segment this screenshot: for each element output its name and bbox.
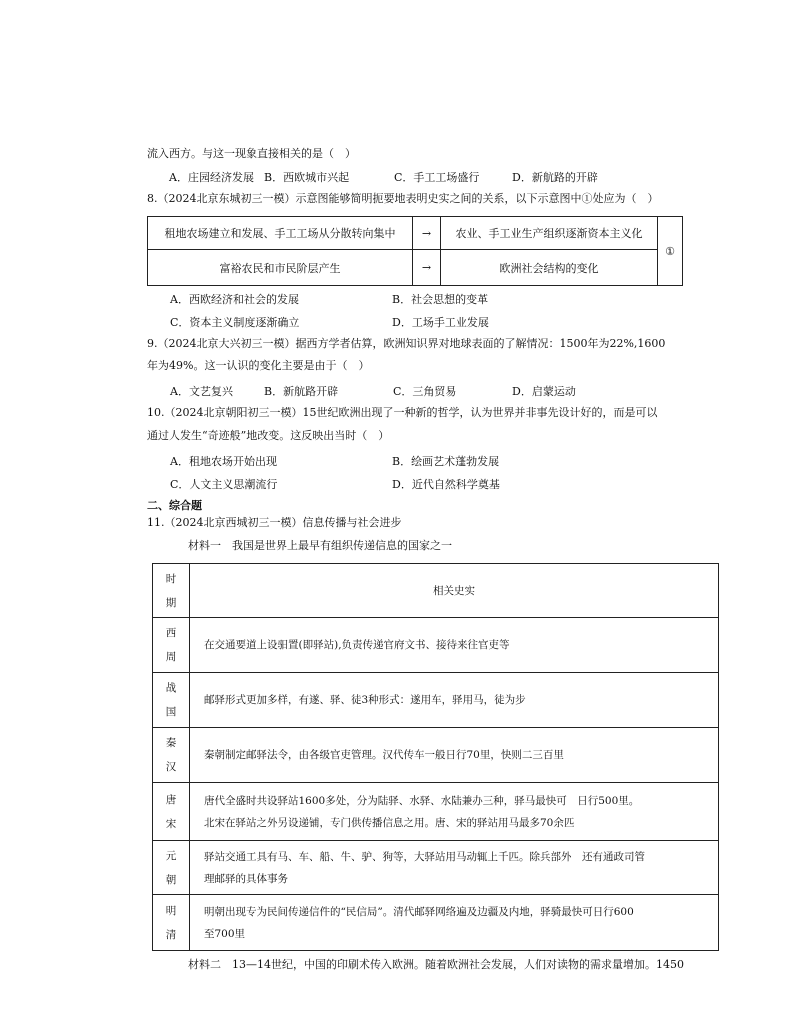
- section-title: 二、综合题: [147, 499, 202, 512]
- table-header-row: [153, 564, 719, 618]
- q9-option-a: A．文艺复兴: [170, 385, 233, 398]
- fact-line: 明朝出现专为民间传递信件的“民信局”。清代邮驿网络遍及边疆及内地，驿骑最快可日行600: [204, 905, 634, 918]
- table-row: [153, 895, 719, 951]
- era-char: 周: [165, 651, 177, 663]
- q7-stem-tail: 流入西方。与这一现象直接相关的是（ ）: [147, 147, 356, 160]
- q10-option-d: D．近代自然科学奠基: [392, 478, 500, 491]
- fact-cell: [190, 728, 719, 783]
- material2-text: 材料二 13—14世纪，中国的印刷术传入欧洲。随着欧洲社会发展，人们对读物的需求量增加。1450: [188, 958, 684, 971]
- table-row: [153, 841, 719, 895]
- header-era-char-2: 期: [165, 596, 177, 609]
- table-row: [153, 618, 719, 673]
- material1-caption: 材料一 我国是世界上最早有组织传递信息的国家之一: [188, 539, 452, 552]
- q7-option-b: B．西欧城市兴起: [264, 171, 350, 184]
- fact-line: 邮驿形式更加多样，有遂、驿、徒3种形式：遂用车，驿用马，徒为步: [204, 694, 526, 706]
- header-era-char-1: 时: [165, 572, 177, 585]
- era-cell: [153, 841, 190, 895]
- era-cell: [153, 673, 190, 728]
- q10-option-c: C．人文主义思潮流行: [170, 478, 278, 491]
- fact-cell: [190, 841, 719, 895]
- q8-box-row2-left: 富裕农民和市民阶层产生: [147, 249, 413, 286]
- q9-option-c: C．三角贸易: [393, 385, 457, 398]
- fact-line: 秦朝制定邮驿法令，由各级官吏管理。汉代传车一般日行70里，快则二三百里: [204, 749, 564, 761]
- era-char: 元: [165, 849, 177, 862]
- era-cell: [153, 895, 190, 951]
- fact-line: 唐代全盛时共设驿站1600多处，分为陆驿、水驿、水陆兼办三种，驿马最快可 日行500里。: [204, 794, 640, 807]
- era-char: 汉: [165, 761, 177, 773]
- q7-option-c: C．手工工场盛行: [394, 171, 480, 184]
- q8-arrow-row2: →: [412, 249, 441, 286]
- q9-stem-line2: 年为49%。这一认识的变化主要是由于（ ）: [147, 359, 370, 372]
- q8-box-row2-right: 欧洲社会结构的变化: [440, 249, 658, 286]
- fact-cell: [190, 618, 719, 673]
- era-char: 西: [165, 627, 177, 639]
- q9-option-b: B．新航路开辟: [264, 385, 339, 398]
- q8-option-a: A．西欧经济和社会的发展: [170, 293, 299, 306]
- q8-box-row1-left: 租地农场建立和发展、手工工场从分散转向集中: [147, 216, 413, 250]
- fact-cell: [190, 673, 719, 728]
- era-char: 战: [165, 682, 177, 694]
- era-cell: [153, 728, 190, 783]
- q10-stem-line2: 通过人发生“奇迹般”地改变。这反映出当时（ ）: [147, 429, 390, 442]
- fact-line: 理邮驿的具体事务: [204, 872, 288, 885]
- fact-line: 在交通要道上设驲置(即驿站),负责传递官府文书、接待来往官吏等: [204, 639, 510, 651]
- q9-stem-line1: 9.（2024北京大兴初三一模）据西方学者估算，欧洲知识界对地球表面的了解情况：1500年为22%,1600: [147, 337, 666, 350]
- q9-option-d: D．启蒙运动: [512, 385, 576, 398]
- era-cell: [153, 618, 190, 673]
- header-era: [153, 564, 190, 618]
- q8-option-b: B．社会思想的变革: [392, 293, 489, 306]
- fact-line: 驿站交通工具有马、车、船、牛、驴、狗等，大驿站用马动辄上千匹。除兵部外 还有通政司管: [204, 850, 645, 863]
- era-char: 国: [165, 706, 177, 718]
- q8-box-circle-one: ①: [657, 216, 683, 286]
- q10-option-a: A．租地农场开始出现: [170, 455, 277, 468]
- header-fact: 相关史实: [190, 564, 719, 618]
- q8-option-d: D．工场手工业发展: [392, 316, 489, 329]
- era-char: 唐: [165, 793, 177, 806]
- table-row: [153, 673, 719, 728]
- table-row: [153, 728, 719, 783]
- fact-cell: [190, 783, 719, 841]
- q8-box-row1-right: 农业、手工业生产组织逐渐资本主义化: [440, 216, 658, 250]
- era-char: 秦: [165, 737, 177, 749]
- table-row: [153, 783, 719, 841]
- q7-option-a: A．庄园经济发展: [169, 171, 254, 184]
- history-table: [152, 563, 719, 951]
- q8-arrow-row1: →: [412, 216, 441, 250]
- q8-diagram: [147, 216, 683, 286]
- q7-option-d: D．新航路的开辟: [512, 171, 598, 184]
- q11-stem: 11.（2024北京西城初三一模）信息传播与社会进步: [147, 516, 402, 529]
- fact-cell: [190, 895, 719, 951]
- era-cell: [153, 783, 190, 841]
- fact-line: 北宋在驿站之外另设递铺，专门供传播信息之用。唐、宋的驿站用马最多70余匹: [204, 816, 575, 829]
- era-char: 清: [165, 928, 177, 941]
- era-char: 宋: [165, 817, 177, 830]
- era-char: 明: [165, 904, 177, 917]
- era-char: 朝: [165, 873, 177, 886]
- q10-option-b: B．绘画艺术蓬勃发展: [392, 455, 500, 468]
- q8-option-c: C．资本主义制度逐渐确立: [170, 316, 300, 329]
- q10-stem-line1: 10.（2024北京朝阳初三一模）15世纪欧洲出现了一种新的哲学，认为世界并非事先设计好的，而是可以: [147, 406, 658, 419]
- fact-line: 至700里: [204, 927, 246, 940]
- q8-stem: 8.（2024北京东城初三一模）示意图能够简明扼要地表明史实之间的关系，以下示意图中①处应为（ ）: [147, 192, 659, 205]
